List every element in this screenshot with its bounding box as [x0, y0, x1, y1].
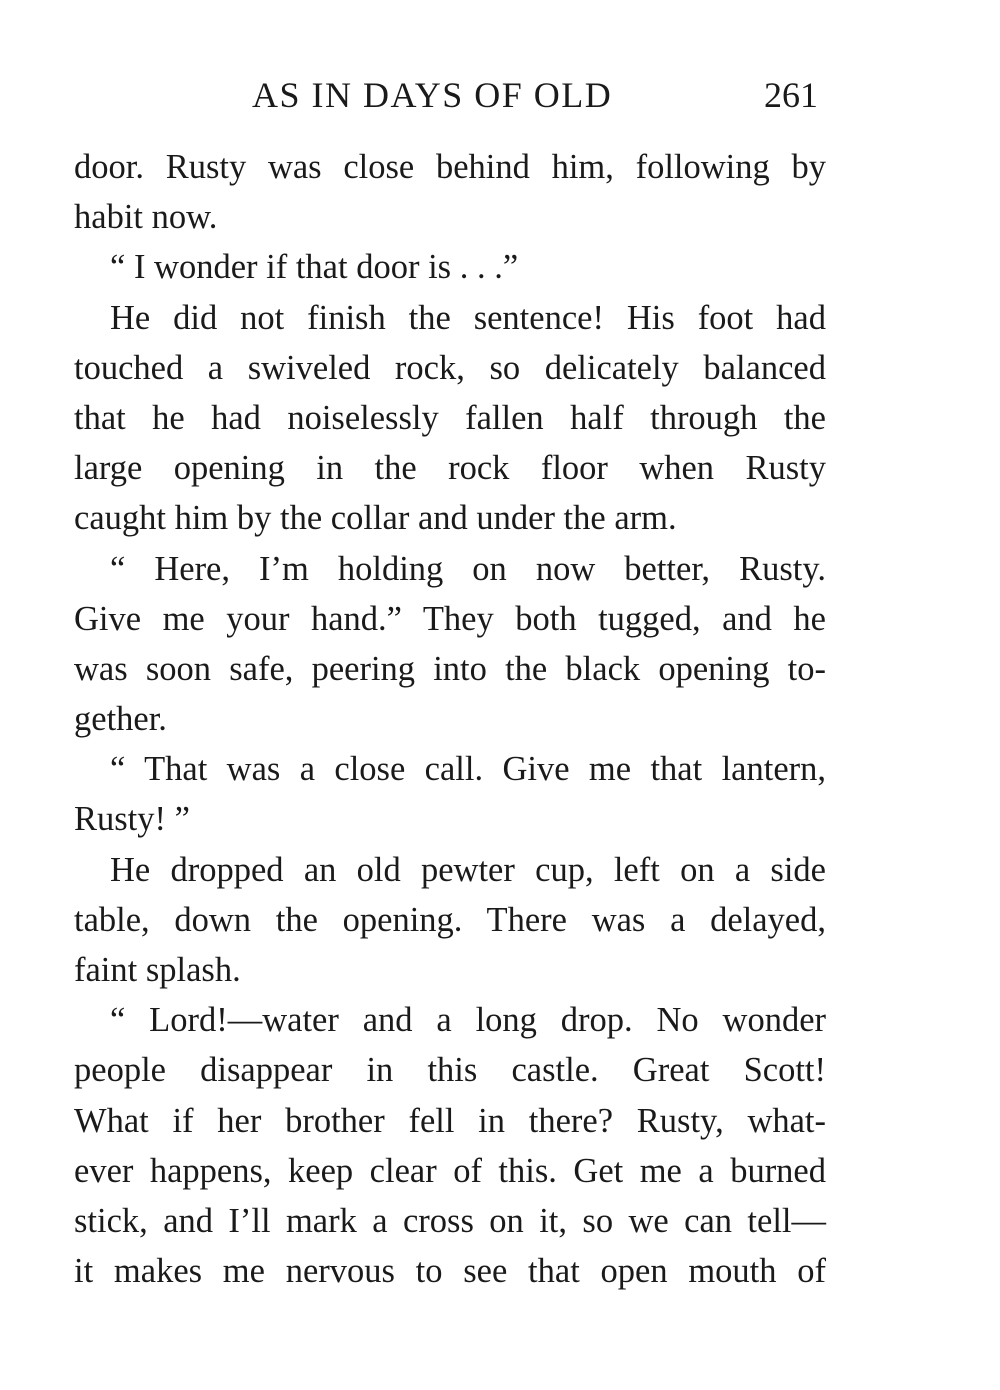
body-text	[74, 142, 826, 1296]
text-line: that he had noiselessly fallen half through the	[74, 398, 826, 437]
page-number: 261	[764, 75, 818, 115]
text-line: it makes me nervous to see that open mouth of	[74, 1252, 826, 1291]
text-line: “ Here, I’m holding on now better, Rusty.	[110, 549, 826, 588]
text-line: ever happens, keep clear of this. Get me a burned	[74, 1151, 826, 1190]
text-line: Give me your hand.” They both tugged, and he	[74, 599, 826, 638]
text-line: people disappear in this castle. Great Scott!	[74, 1051, 826, 1090]
text-line: stick, and I’ll mark a cross on it, so we can tell—	[74, 1201, 826, 1240]
running-title: AS IN DAYS OF OLD	[252, 75, 613, 115]
text-line: Rusty! ”	[74, 800, 190, 839]
text-line: gether.	[74, 700, 167, 739]
text-line: habit now.	[74, 198, 218, 237]
text-line: “ Lord!—water and a long drop. No wonder	[110, 1001, 826, 1040]
text-line: door. Rusty was close behind him, following by	[74, 148, 826, 186]
text-line: He did not finish the sentence! His foot had	[110, 298, 826, 337]
text-line: caught him by the collar and under the arm.	[74, 499, 677, 538]
running-head	[0, 72, 1000, 122]
text-line: “ I wonder if that door is . . .”	[110, 248, 519, 287]
text-line: He dropped an old pewter cup, left on a side	[110, 850, 826, 889]
text-line: large opening in the rock floor when Rusty	[74, 449, 826, 488]
text-line: faint splash.	[74, 951, 241, 989]
text-line: What if her brother fell in there? Rusty, what-	[74, 1101, 826, 1140]
text-line: “ That was a close call. Give me that lantern,	[110, 750, 826, 789]
text-line: was soon safe, peering into the black opening to-	[74, 649, 826, 688]
text-line: touched a swiveled rock, so delicately balanced	[74, 348, 826, 387]
text-line: table, down the opening. There was a delayed,	[74, 900, 826, 939]
